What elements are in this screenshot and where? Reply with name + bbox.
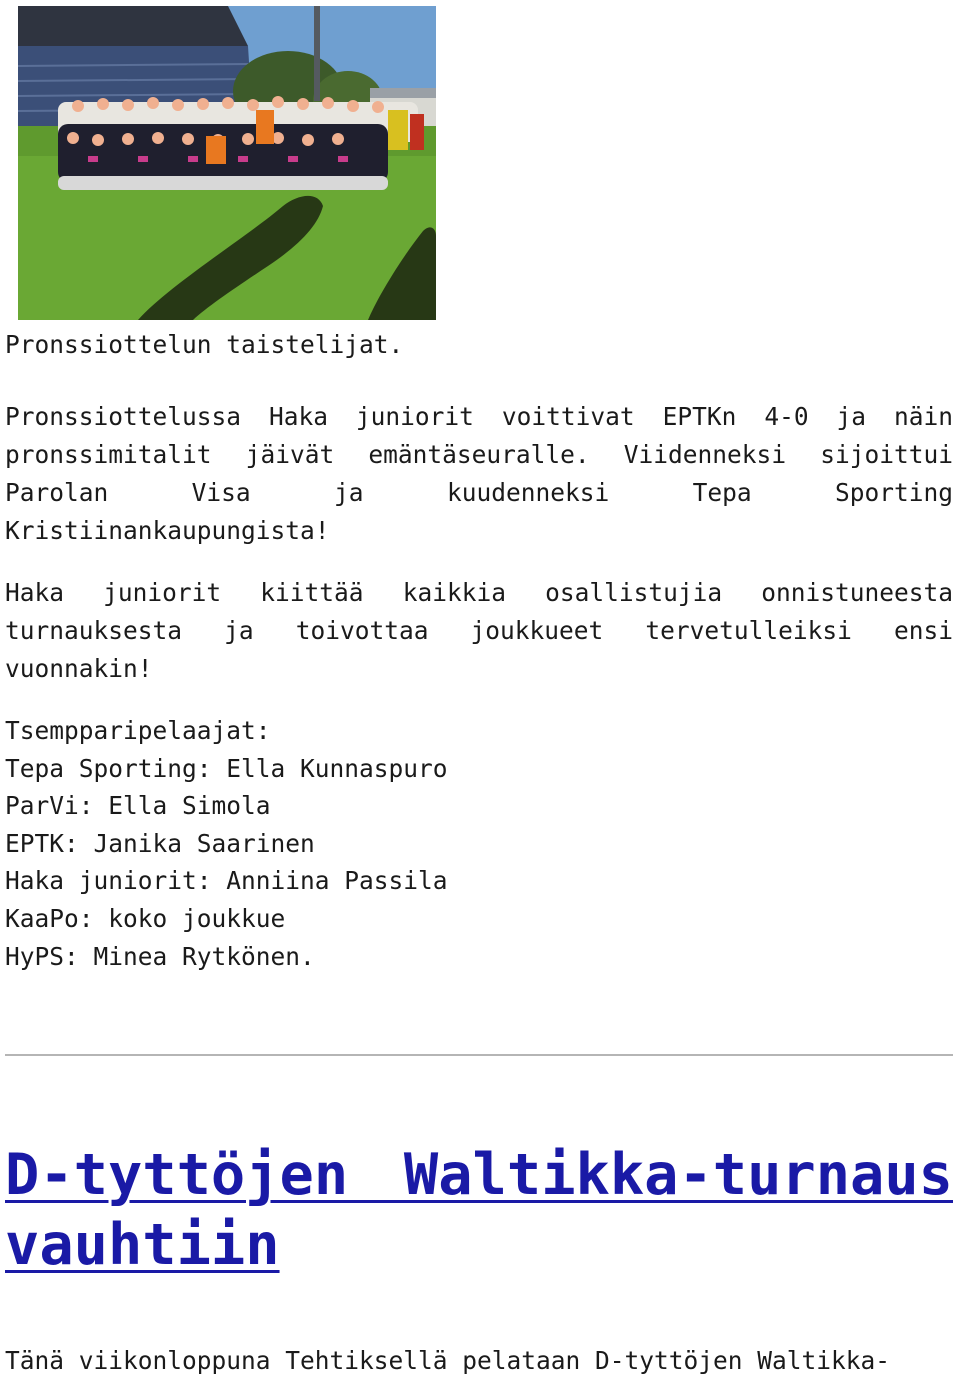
player-line: HyPS: Minea Rytkönen.	[5, 942, 315, 971]
next-post-intro: Tänä viikonloppuna Tehtiksellä pelataan D-tyttöjen Waltikka-	[5, 1346, 891, 1375]
photo-caption: Pronssiottelun taistelijat.	[5, 330, 404, 359]
post-divider	[5, 1054, 953, 1056]
team-photo	[18, 6, 436, 320]
paragraph-1-line-2: pronssimitalit jäivät emäntäseuralle. Viidenneksi sijoittui	[5, 440, 953, 469]
paragraph-2-line-1: Haka juniorit kiittää kaikkia osallistujia onnistuneesta	[5, 578, 953, 607]
player-line: Haka juniorit: Anniina Passila	[5, 866, 448, 895]
players-heading: Tsempparipelaajat:	[5, 716, 271, 745]
player-line: Tepa Sporting: Ella Kunnaspuro	[5, 754, 448, 783]
paragraph-1-line-1: Pronssiottelussa Haka juniorit voittivat EPTKn 4-0 ja näin	[5, 402, 953, 431]
paragraph-2-line-3: vuonnakin!	[5, 654, 153, 683]
next-post-title-line-2[interactable]: vauhtiin	[5, 1212, 280, 1278]
paragraph-2-line-2: turnauksesta ja toivottaa joukkueet tervetulleiksi ensi	[5, 616, 953, 645]
player-line: ParVi: Ella Simola	[5, 791, 271, 820]
player-line: KaaPo: koko joukkue	[5, 904, 286, 933]
player-line: EPTK: Janika Saarinen	[5, 829, 315, 858]
paragraph-1-line-3: Parolan Visa ja kuudenneksi Tepa Sporting	[5, 478, 953, 507]
paragraph-1-line-4: Kristiinankaupungista!	[5, 516, 330, 545]
next-post-title-line-1[interactable]: D-tyttöjen Waltikka-turnaus	[5, 1142, 953, 1208]
